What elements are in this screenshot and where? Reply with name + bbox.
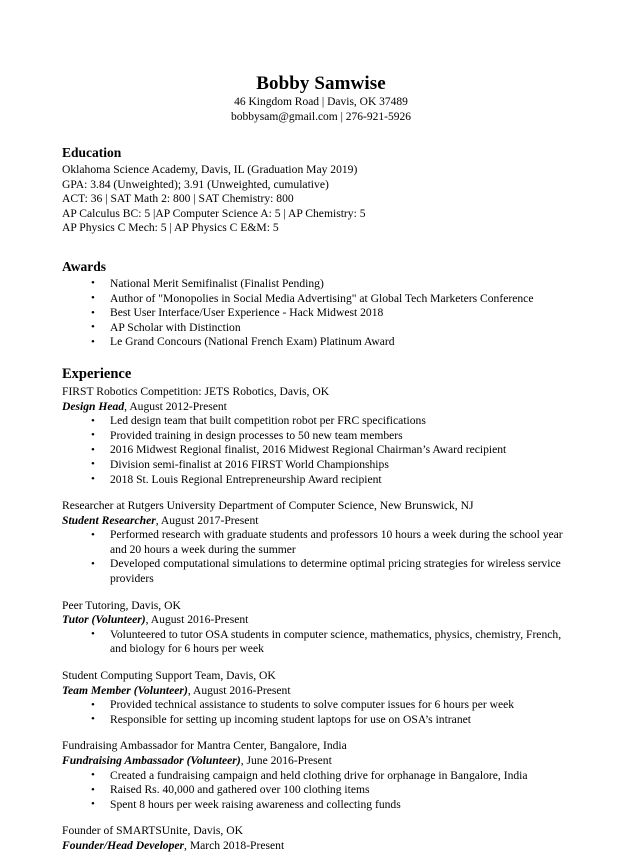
entry-bullets — [62, 769, 580, 813]
list-item: • AP Scholar with Distinction — [62, 321, 580, 336]
entry-bullets — [62, 698, 580, 727]
entry-dates: , August 2016-Present — [187, 683, 291, 697]
entry-bullets — [62, 414, 580, 487]
experience-entry — [62, 669, 580, 727]
section-title-experience: Experience — [62, 365, 132, 382]
education-line: Oklahoma Science Academy, Davis, IL (Graduation May 2019) — [62, 163, 358, 176]
candidate-address: 46 Kingdom Road | Davis, OK 37489 — [234, 96, 408, 108]
list-item: • Provided training in design processes to 50 new team members — [62, 429, 580, 444]
section-title-education: Education — [62, 145, 122, 160]
entry-role-line — [62, 514, 580, 529]
experience-entry — [62, 385, 580, 487]
section-spacer — [62, 352, 580, 366]
entry-role-line — [62, 400, 580, 415]
list-item: • Le Grand Concours (National French Exam) Platinum Award — [62, 335, 580, 350]
entry-dates: , June 2016-Present — [240, 754, 332, 767]
section-experience — [62, 366, 580, 854]
entry-organization: Fundraising Ambassador for Mantra Center, Bangalore, India — [62, 739, 347, 753]
entry-role-line — [62, 613, 580, 628]
entry-organization: Peer Tutoring, Davis, OK — [62, 598, 181, 612]
list-item: • Created a fundraising campaign and held clothing drive for orphanage in Bangalore, India — [62, 769, 580, 784]
entry-role: Fundraising Ambassador (Volunteer) — [62, 754, 241, 767]
education-line: AP Physics C Mech: 5 | AP Physics C E&M: 5 — [62, 221, 279, 235]
list-item: • Spent 8 hours per week raising awareness and collecting funds — [62, 798, 580, 813]
entry-role: Tutor (Volunteer) — [62, 613, 146, 627]
entry-organization: Student Computing Support Team, Davis, OK — [62, 669, 276, 683]
candidate-contact: bobbysam@gmail.com | 276-921-5926 — [231, 111, 411, 123]
entry-organization: FIRST Robotics Competition: JETS Robotics, Davis, OK — [62, 384, 330, 398]
list-item: • National Merit Semifinalist (Finalist Pending) — [62, 277, 580, 292]
section-spacer — [62, 238, 580, 258]
entry-role-line — [62, 839, 580, 854]
entry-role: Student Researcher — [62, 513, 156, 527]
entry-role: Design Head — [62, 399, 125, 413]
entry-bullets — [62, 528, 580, 586]
list-item: • 2018 St. Louis Regional Entrepreneurship Award recipient — [62, 473, 580, 488]
education-line: ACT: 36 | SAT Math 2: 800 | SAT Chemistry: 800 — [62, 192, 294, 206]
entry-role-line — [62, 754, 580, 769]
list-item: • Volunteered to tutor OSA students in computer science, mathematics, physics, chemistry, French, and biology for 6 hours per week — [62, 628, 580, 657]
education-line: GPA: 3.84 (Unweighted); 3.91 (Unweighted, cumulative) — [62, 177, 329, 191]
resume-header — [62, 72, 580, 125]
list-item: • Developed computational simulations to determine optimal pricing strategies for wireless service providers — [62, 557, 580, 586]
list-item: • Performed research with graduate students and professors 10 hours a week during the school year and 20 hours a week during the summer — [62, 528, 580, 557]
entry-dates: , August 2012-Present — [124, 399, 227, 413]
list-item: • 2016 Midwest Regional finalist, 2016 Midwest Regional Chairman’s Award recipient — [62, 443, 580, 458]
education-line: AP Calculus BC: 5 |AP Computer Science A: 5 | AP Chemistry: 5 — [62, 206, 366, 220]
entry-role-line — [62, 684, 580, 699]
section-education — [62, 144, 580, 236]
list-item: • Best User Interface/User Experience - Hack Midwest 2018 — [62, 306, 580, 321]
candidate-name: Bobby Samwise — [256, 73, 386, 94]
section-title-awards: Awards — [62, 258, 107, 274]
experience-entry — [62, 599, 580, 657]
entry-organization: Founder of SMARTSUnite, Davis, OK — [62, 824, 243, 838]
list-item: • Author of "Monopolies in Social Media Advertising" at Global Tech Marketers Conference — [62, 292, 580, 307]
entry-dates: , March 2018-Present — [184, 838, 285, 852]
entry-role: Team Member (Volunteer) — [62, 683, 188, 697]
list-item: • Raised Rs. 40,000 and gathered over 100 clothing items — [62, 783, 580, 798]
list-item: • Responsible for setting up incoming student laptops for use on OSA’s intranet — [62, 713, 580, 728]
list-item: • Division semi-finalist at 2016 FIRST World Championships — [62, 458, 580, 473]
experience-entry — [62, 739, 580, 812]
entry-dates: , August 2017-Present — [155, 513, 259, 527]
section-awards — [62, 258, 580, 350]
experience-entry — [62, 499, 580, 587]
awards-list — [62, 277, 580, 350]
entry-dates: , August 2016-Present — [145, 613, 249, 627]
entry-organization: Researcher at Rutgers University Department of Computer Science, New Brunswick, NJ — [62, 499, 474, 513]
experience-entry — [62, 824, 580, 853]
entry-role: Founder/Head Developer — [62, 838, 185, 852]
entry-bullets — [62, 628, 580, 657]
list-item: • Led design team that built competition robot per FRC specifications — [62, 414, 580, 429]
education-lines — [62, 163, 580, 236]
list-item: • Provided technical assistance to students to solve computer issues for 6 hours per week — [62, 698, 580, 713]
